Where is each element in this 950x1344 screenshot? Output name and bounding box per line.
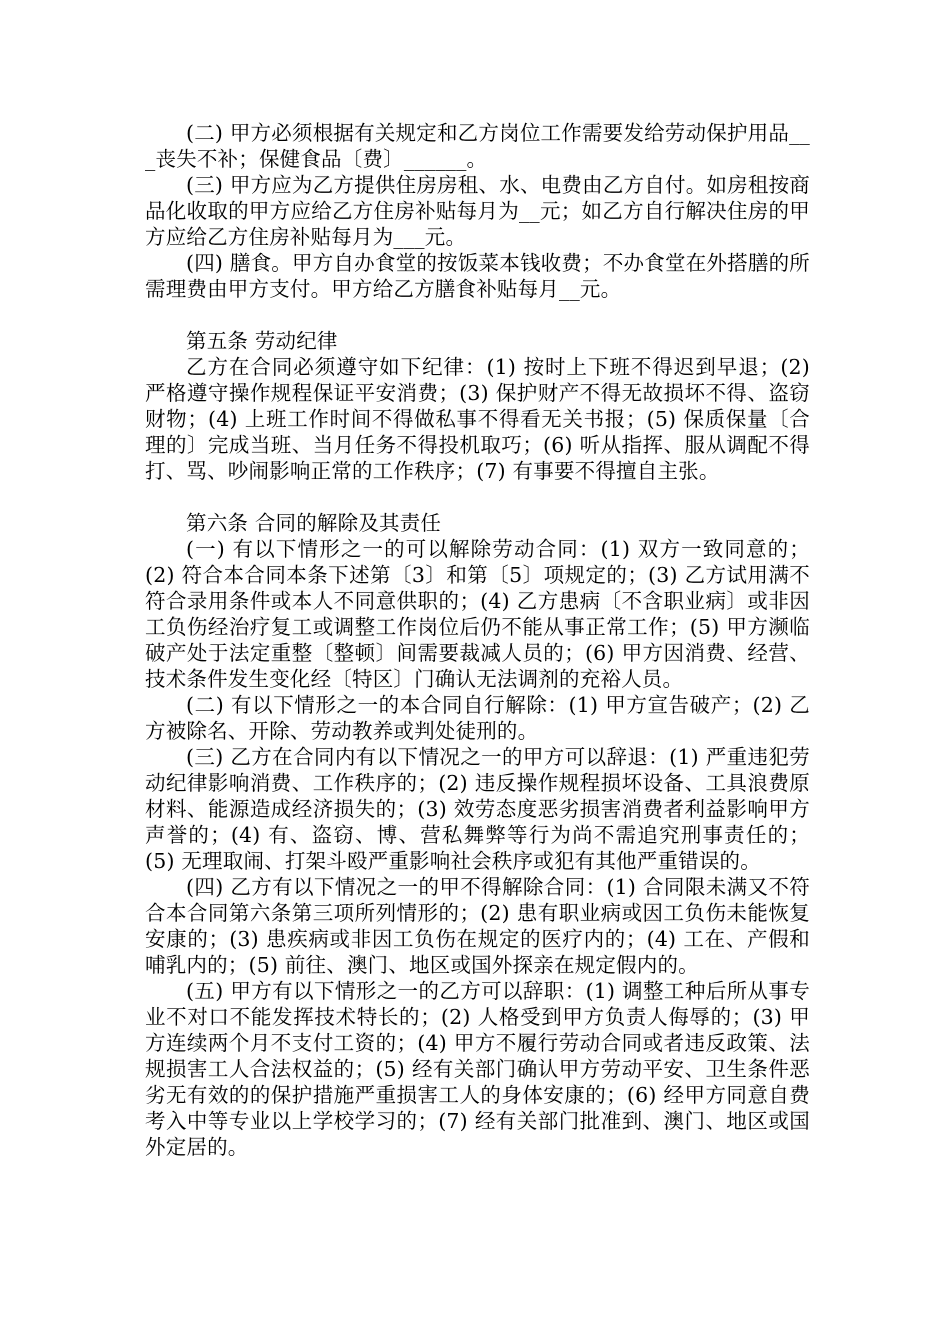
article6-item-5: (五) 甲方有以下情形之一的乙方可以辞职：(1) 调整工种后所从事专业不对口不能发挥技术特长的；(2) 人格受到甲方负责人侮辱的；(3) 甲方连续两个月不支付工资的；(4) 甲方不履行劳动合同或者违反政策、法规损害工人合法权益的；(5) 经有关部门确认甲方劳动平安、卫生条件恶劣无有效的的保护措施严重损害工人的身体安康的；(6) 经甲方同意自费考入中等专业以上学校学习的；(7) 经有关部门批准到、澳门、地区或国外定居的。: [145, 979, 810, 1159]
article4-item-3: (三) 甲方应为乙方提供住房房租、水、电费由乙方自付。如房租按商品化收取的甲方应给乙方住房补贴每月为__元；如乙方自行解决住房的甲方应给乙方住房补贴每月为___元。: [145, 173, 810, 249]
document-page: [145, 120, 810, 1160]
article6-title: 第六条 合同的解除及其责任: [186, 511, 442, 535]
article5-body: 乙方在合同必须遵守如下纪律：(1) 按时上下班不得迟到早退；(2) 严格遵守操作规程保证平安消费；(3) 保护财产不得无故损坏不得、盗窃财物；(4) 上班工作时间不得做私事不得看无关书报；(5) 保质保量〔合理的〕完成当班、当月任务不得投机取巧；(6) 听从指挥、服从调配不得打、骂、吵闹影响正常的工作秩序；(7) 有事要不得擅自主张。: [145, 355, 810, 483]
article6-item-4: (四) 乙方有以下情况之一的甲不得解除合同：(1) 合同限未满又不符合本合同第六条第三项所列情形的；(2) 患有职业病或因工负伤未能恢复安康的；(3) 患疾病或非因工负伤在规定的医疗内的；(4) 工在、产假和哺乳内的；(5) 前往、澳门、地区或国外探亲在规定假内的。: [145, 875, 810, 977]
paragraph-gap: [145, 302, 810, 328]
article6-item-2: (二) 有以下情形之一的本合同自行解除：(1) 甲方宣告破产；(2) 乙方被除名、开除、劳动教养或判处徒刑的。: [145, 693, 810, 743]
article6-item-3: (三) 乙方在合同内有以下情况之一的甲方可以辞退：(1) 严重违犯劳动纪律影响消费、工作秩序的；(2) 违反操作规程损坏设备、工具浪费原材料、能源造成经济损失的；(3) 效劳态度恶劣损害消费者利益影响甲方声誉的；(4) 有、盗窃、博、营私舞弊等行为尚不需追究刑事责任的；(5) 无理取闹、打架斗殴严重影响社会秩序或犯有其他严重错误的。: [145, 745, 810, 873]
article4-item-2: (二) 甲方必须根据有关规定和乙方岗位工作需要发给劳动保护用品___丧失不补；保健食品〔费〕______。: [145, 121, 810, 171]
article6-item-1: (一) 有以下情形之一的可以解除劳动合同：(1) 双方一致同意的；(2) 符合本合同本条下述第〔3〕和第〔5〕项规定的；(3) 乙方试用满不符合录用条件或本人不同意供职的；(4) 乙方患病〔不含职业病〕或非因工负伤经治疗复工或调整工作岗位后仍不能从事正常工作；(5) 甲方濒临破产处于法定重整〔整顿〕间需要裁减人员的；(6) 甲方因消费、经营、技术条件发生变化经〔特区〕门确认无法调剂的充裕人员。: [145, 537, 810, 691]
article4-item-4: (四) 膳食。甲方自办食堂的按饭菜本钱收费；不办食堂在外搭膳的所需理费由甲方支付。甲方给乙方膳食补贴每月__元。: [145, 251, 810, 301]
paragraph-gap: [145, 484, 810, 510]
article5-title: 第五条 劳动纪律: [186, 329, 338, 353]
